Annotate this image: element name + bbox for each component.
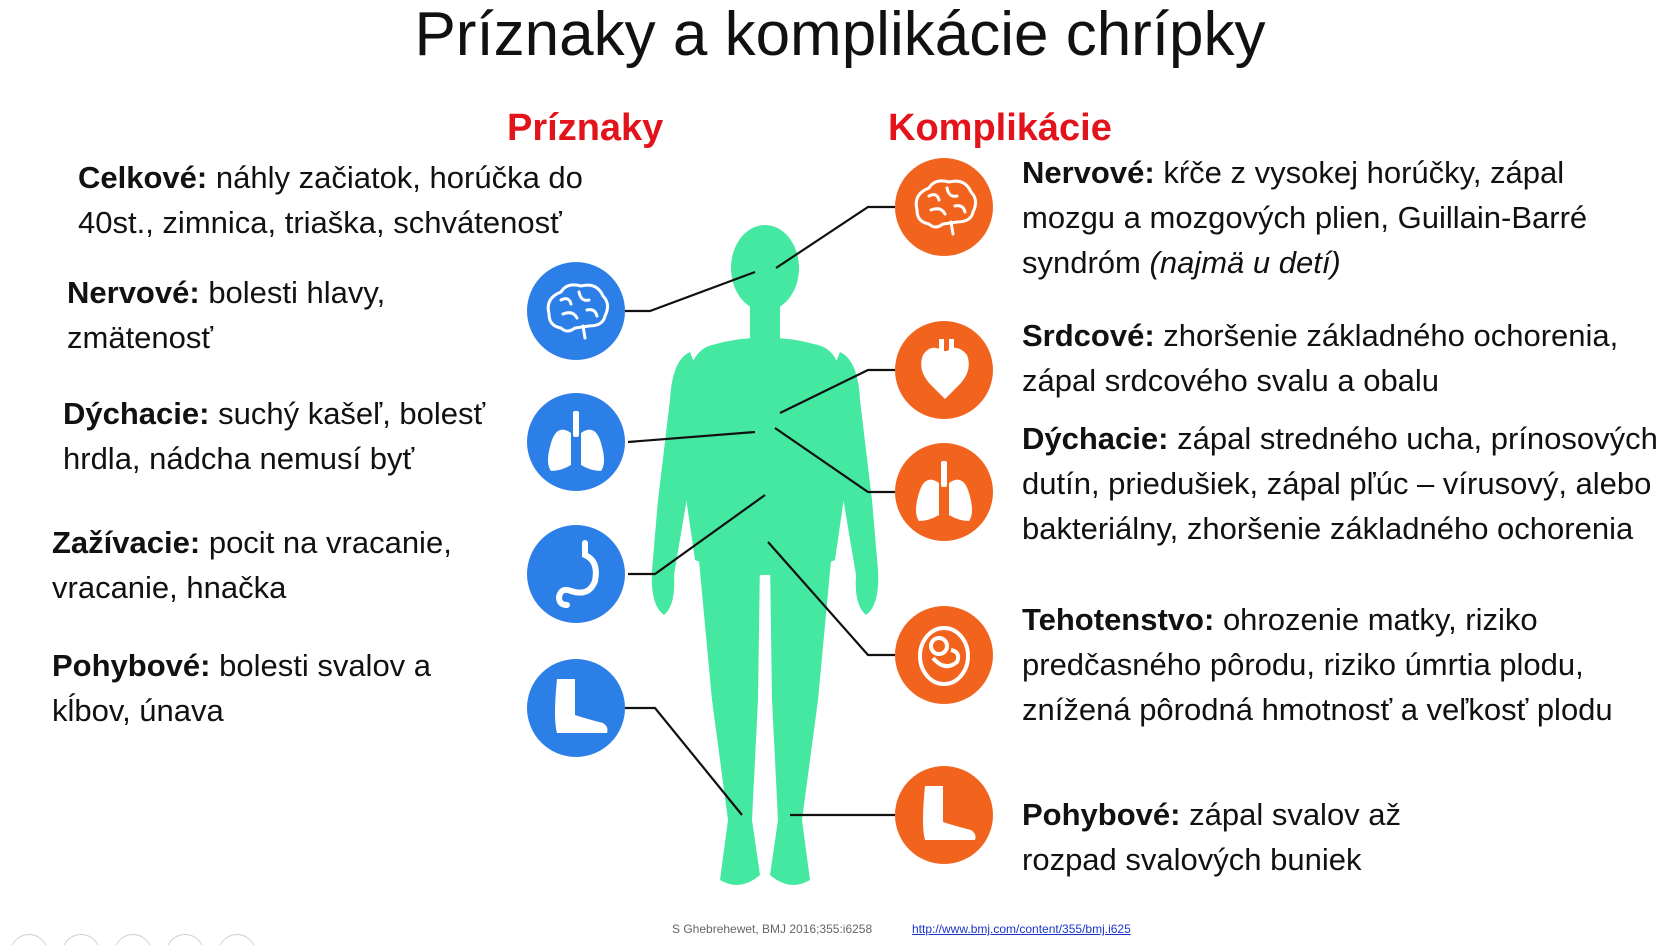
symptom-digestive [52, 520, 512, 610]
nav-grid-button[interactable] [114, 934, 152, 945]
nav-zoom-button[interactable] [166, 934, 204, 945]
nav-pen-button[interactable] [62, 934, 100, 945]
complication-musculoskeletal-label: Pohybové: [1022, 797, 1181, 832]
complication-respiratory [1022, 416, 1667, 551]
symptom-general-label: Celkové: [78, 160, 208, 195]
complication-cardiac-label: Srdcové: [1022, 318, 1155, 353]
symptom-general [78, 155, 638, 245]
slide-nav [10, 934, 270, 945]
page-title: Príznaky a komplikácie chrípky [414, 0, 1266, 69]
complication-respiratory-label: Dýchacie: [1022, 421, 1169, 456]
symptom-digestive-text: pocit na vracanie, vracanie, hnačka [52, 525, 452, 605]
complication-nervous-text: kŕče z vysokej horúčky, zápal mozgu a mozgových plien, Guillain-Barré syndróm [1022, 155, 1588, 280]
stomach-icon [527, 525, 625, 623]
complication-pregnancy-label: Tehotenstvo: [1022, 602, 1215, 637]
symptom-musculoskeletal [52, 643, 472, 733]
nav-more-button[interactable] [218, 934, 256, 945]
symptom-respiratory [63, 391, 523, 481]
complication-nervous-label: Nervové: [1022, 155, 1155, 190]
complication-respiratory-text: zápal stredného ucha, prínosových dutín, priedušiek, zápal pľúc – vírusový, alebo bakteriálny, zhoršenie základného ochorenia [1022, 421, 1658, 546]
heart-icon [895, 321, 993, 419]
symptom-digestive-label: Zažívacie: [52, 525, 201, 560]
nav-prev-button[interactable] [10, 934, 48, 945]
complication-musculoskeletal-text: zápal svalov až rozpad svalových buniek [1022, 797, 1402, 877]
human-body-silhouette [652, 225, 879, 885]
complication-pregnancy [1022, 597, 1672, 732]
symptom-nervous-text: bolesti hlavy, zmätenosť [67, 275, 386, 355]
complication-pregnancy-text: ohrozenie matky, riziko predčasného pôrodu, riziko úmrtia plodu, znížená pôrodná hmotnosť a veľkosť plodu [1022, 602, 1613, 727]
lungs-icon [895, 443, 993, 541]
fetus-icon [895, 606, 993, 704]
symptoms-heading: Príznaky [507, 107, 664, 149]
complication-nervous-note: (najmä u detí) [1149, 245, 1341, 280]
complication-cardiac [1022, 313, 1662, 403]
complication-cardiac-text: zhoršenie základného ochorenia, zápal srdcového svalu a obalu [1022, 318, 1619, 398]
symptom-nervous-label: Nervové: [67, 275, 200, 310]
lungs-icon [527, 393, 625, 491]
foot-icon [895, 766, 993, 864]
symptom-musculoskeletal-text: bolesti svalov a kĺbov, únava [52, 648, 432, 728]
brain-icon [895, 158, 993, 256]
symptom-nervous [67, 270, 447, 360]
brain-icon [527, 262, 625, 360]
citation: S Ghebrehewet, BMJ 2016;355:i6258 [672, 922, 873, 936]
symptom-musculoskeletal-label: Pohybové: [52, 648, 211, 683]
complication-nervous [1022, 150, 1642, 285]
symptom-respiratory-text: suchý kašeľ, bolesť hrdla, nádcha nemusí byť [63, 396, 486, 476]
complication-musculoskeletal [1022, 792, 1442, 882]
symptom-general-text: náhly začiatok, horúčka do 40st., zimnica, triaška, schvátenosť [78, 160, 583, 240]
source-link[interactable]: http://www.bmj.com/content/355/bmj.i625 [912, 922, 1131, 936]
symptom-respiratory-label: Dýchacie: [63, 396, 210, 431]
foot-icon [527, 659, 625, 757]
complications-heading: Komplikácie [888, 107, 1112, 149]
